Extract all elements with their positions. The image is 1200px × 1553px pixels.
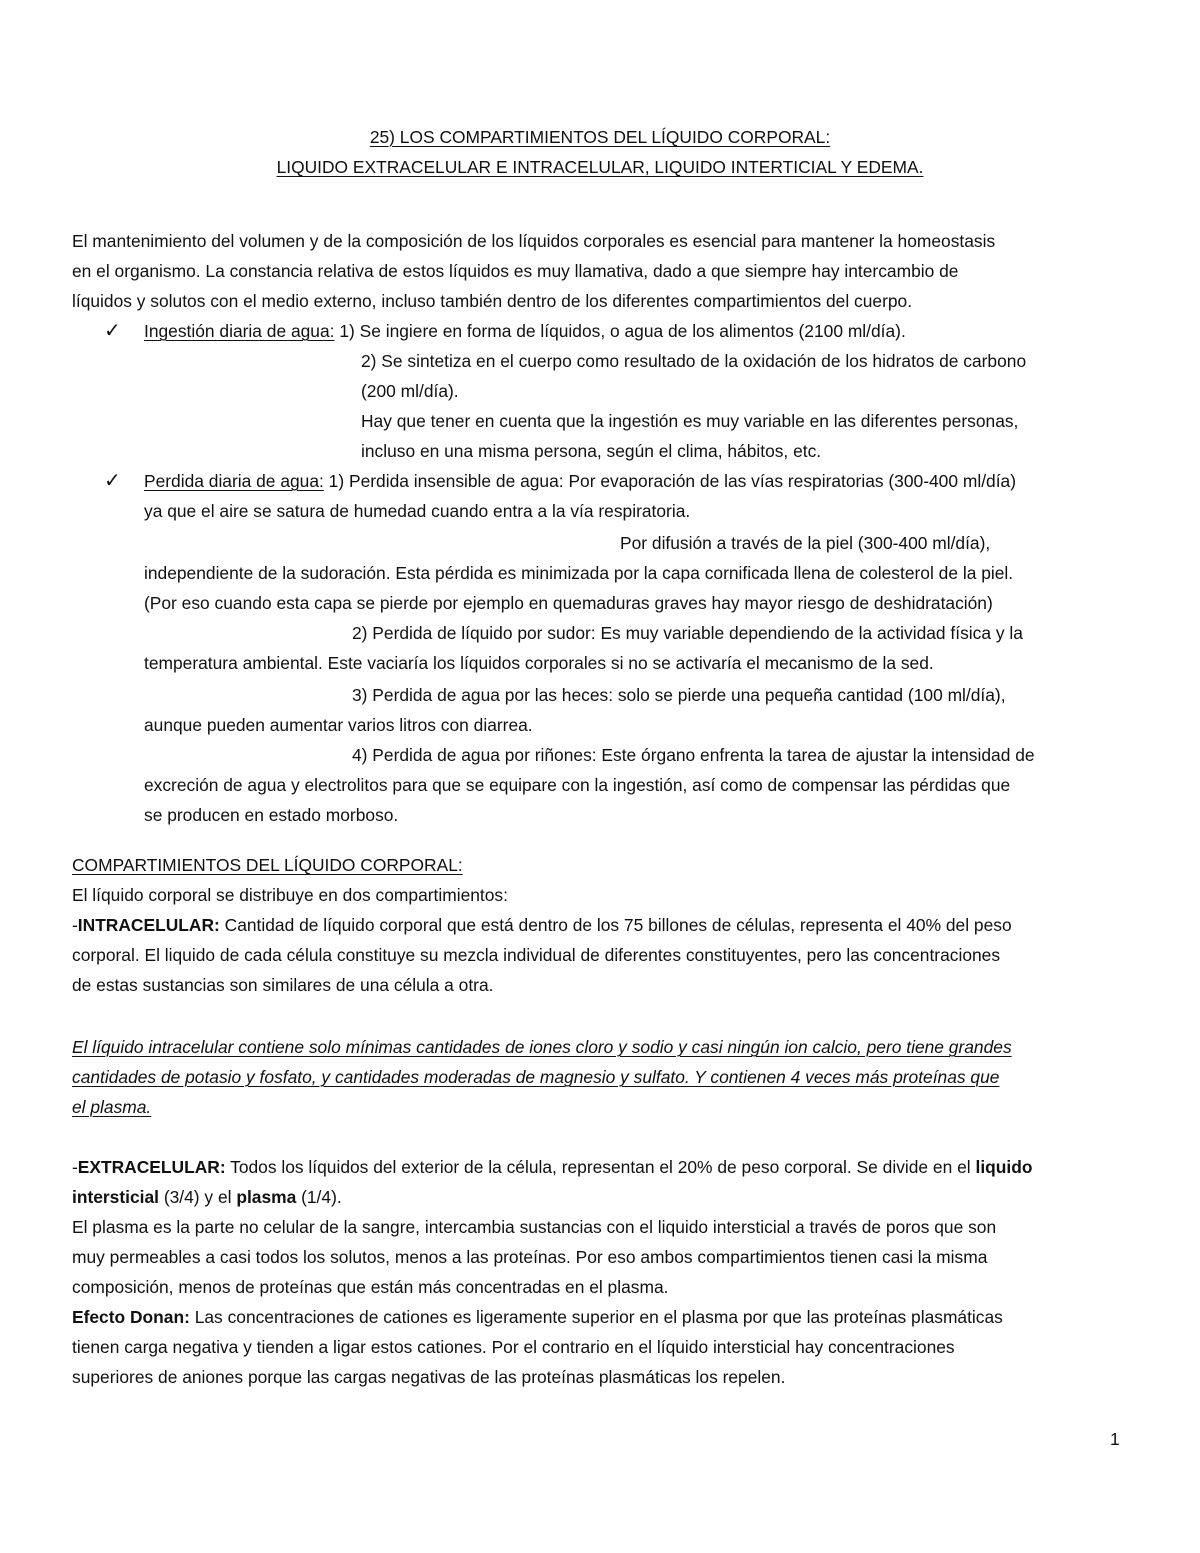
perdida-line-5: (Por eso cuando esta capa se pierde por ejemplo en quemaduras graves hay mayor riesgo de deshidratación) xyxy=(144,593,993,613)
intro-line-2: en el organismo. La constancia relativa de estos líquidos es muy llamativa, dado a que siempre hay intercambio de xyxy=(72,261,959,281)
plasma-line-3: composición, menos de proteínas que están más concentradas en el plasma. xyxy=(72,1277,669,1297)
intracelular-italic-line-3: el plasma. xyxy=(72,1097,152,1117)
perdida-line-11: excreción de agua y electrolitos para que se equipare con la ingestión, así como de compensar las pérdidas que xyxy=(144,775,1011,795)
perdida-line-10: 4) Perdida de agua por riñones: Este órgano enfrenta la tarea de ajustar la intensidad de xyxy=(352,745,1035,765)
intracelular-italic-line-2: cantidades de potasio y fosfato, y cantidades moderadas de magnesio y sulfato. Y contienen 4 veces más proteínas que xyxy=(72,1067,1000,1087)
perdida-line-4: independiente de la sudoración. Esta pérdida es minimizada por la capa cornificada llena de colesterol de la piel. xyxy=(144,563,1014,583)
ingestion-line-3: (200 ml/día). xyxy=(361,381,459,401)
perdida-line-6: 2) Perdida de líquido por sudor: Es muy variable dependiendo de la actividad física y la xyxy=(352,623,1023,643)
checkmark-icon: ✓ xyxy=(104,470,121,492)
perdida-label: Perdida diaria de agua: xyxy=(144,471,324,491)
perdida-line-3: Por difusión a través de la piel (300-400 ml/día), xyxy=(620,533,991,553)
perdida-line-1: Perdida diaria de agua: 1) Perdida insensible de agua: Por evaporación de las vías respiratorias (300-400 ml/día) xyxy=(144,471,1016,491)
intracelular-label: INTRACELULAR: xyxy=(77,915,220,935)
title-line-1: 25) LOS COMPARTIMIENTOS DEL LÍQUIDO CORPORAL: xyxy=(369,127,831,147)
perdida-line-2: ya que el aire se satura de humedad cuando entra a la vía respiratoria. xyxy=(144,501,691,521)
ingestion-line-4: Hay que tener en cuenta que la ingestión es muy variable en las diferentes personas, xyxy=(361,411,1019,431)
intro-line-3: líquidos y solutos con el medio externo, incluso también dentro de los diferentes compartimientos del cuerpo. xyxy=(72,291,913,311)
intro-line-1: El mantenimiento del volumen y de la composición de los líquidos corporales es esencial para mantener la homeostasis xyxy=(72,231,996,251)
plasma-line-1: El plasma es la parte no celular de la sangre, intercambia sustancias con el liquido intersticial a través de poros que son xyxy=(72,1217,997,1237)
ingestion-label: Ingestión diaria de agua: xyxy=(144,321,335,341)
ingestion-line-2: 2) Se sintetiza en el cuerpo como resultado de la oxidación de los hidratos de carbono xyxy=(361,351,1027,371)
title-line-2: LIQUIDO EXTRACELULAR E INTRACELULAR, LIQUIDO INTERTICIAL Y EDEMA. xyxy=(276,157,924,177)
compartimientos-heading: COMPARTIMIENTOS DEL LÍQUIDO CORPORAL: xyxy=(72,855,463,875)
extracelular-label: EXTRACELULAR: xyxy=(77,1157,226,1177)
donan-line-2: tienen carga negativa y tienden a ligar estos cationes. Por el contrario en el líquido intersticial hay concentraciones xyxy=(72,1337,955,1357)
intracelular-line-1: -INTRACELULAR: Cantidad de líquido corporal que está dentro de los 75 billones de células, representa el 40% del peso xyxy=(72,915,1012,935)
intracelular-line-2: corporal. El liquido de cada célula constituye su mezcla individual de diferentes constituyentes, pero las concentraciones xyxy=(72,945,1001,965)
perdida-line-7: temperatura ambiental. Este vaciaría los líquidos corporales si no se activaría el mecanismo de la sed. xyxy=(144,653,934,673)
intracelular-line-3: de estas sustancias son similares de una célula a otra. xyxy=(72,975,494,995)
donan-label: Efecto Donan: xyxy=(72,1307,190,1327)
perdida-line-8: 3) Perdida de agua por las heces: solo se pierde una pequeña cantidad (100 ml/día), xyxy=(352,685,1006,705)
perdida-line-9: aunque pueden aumentar varios litros con diarrea. xyxy=(144,715,533,735)
donan-line-1: Efecto Donan: Las concentraciones de cationes es ligeramente superior en el plasma por que las proteínas plasmáticas xyxy=(72,1307,1003,1327)
donan-line-3: superiores de aniones porque las cargas negativas de las proteínas plasmáticas los repelen. xyxy=(72,1367,786,1387)
ingestion-line-1: Ingestión diaria de agua: 1) Se ingiere en forma de líquidos, o agua de los alimentos (2100 ml/día). xyxy=(144,321,906,341)
plasma-line-2: muy permeables a casi todos los solutos, menos a las proteínas. Por eso ambos compartimientos tienen casi la misma xyxy=(72,1247,988,1267)
ingestion-line-5: incluso en una misma persona, según el clima, hábitos, etc. xyxy=(361,441,822,461)
extracelular-line-1: -EXTRACELULAR: Todos los líquidos del exterior de la célula, representan el 20% de peso corporal. Se divide en el liquido xyxy=(72,1157,1033,1177)
compartimientos-line-1: El líquido corporal se distribuye en dos compartimientos: xyxy=(72,885,508,905)
page-number: 1 xyxy=(1110,1429,1120,1449)
checkmark-icon: ✓ xyxy=(104,320,121,342)
extracelular-line-2: intersticial (3/4) y el plasma (1/4). xyxy=(72,1187,342,1207)
perdida-line-12: se producen en estado morboso. xyxy=(144,805,399,825)
intracelular-italic-line-1: El líquido intracelular contiene solo mínimas cantidades de iones cloro y sodio y casi ningún ion calcio, pero tiene grandes xyxy=(72,1037,1012,1057)
